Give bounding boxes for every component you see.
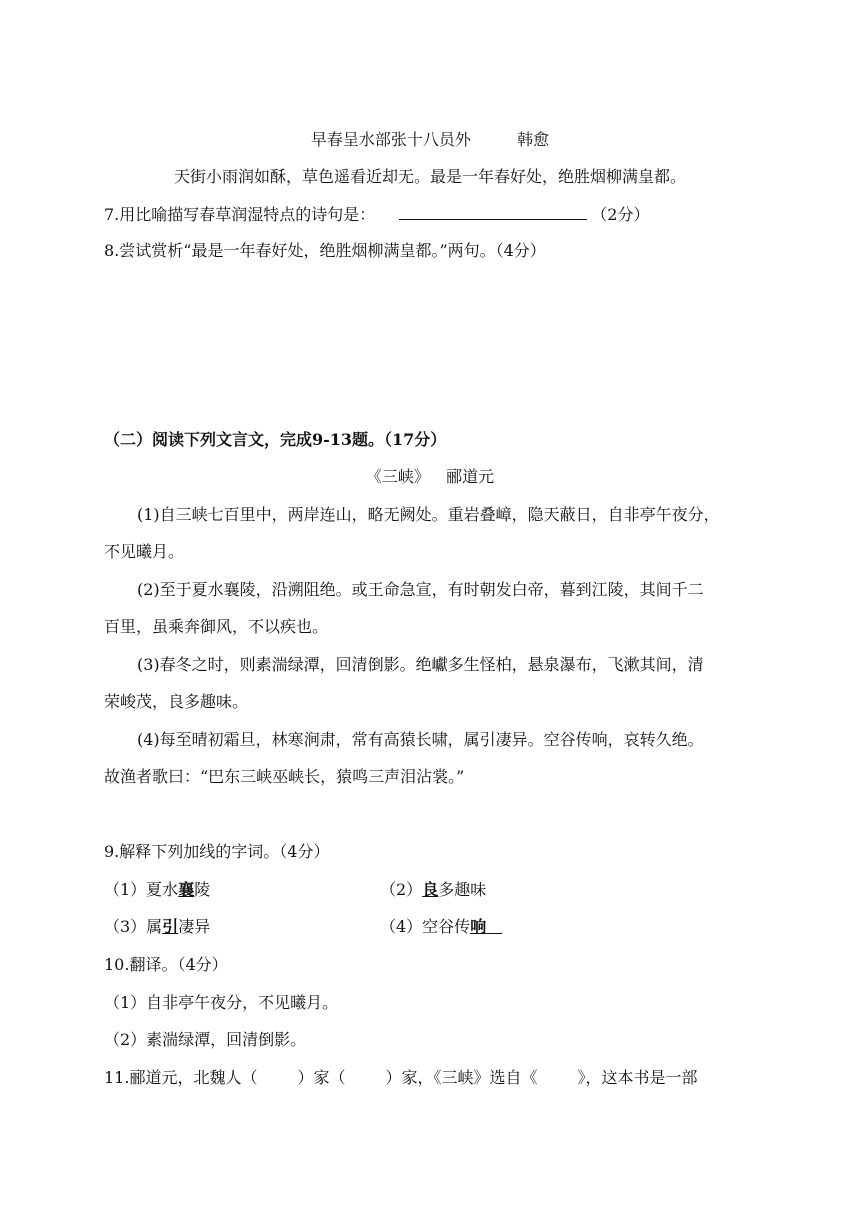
q9-item-3-pre: （3）属 bbox=[104, 917, 163, 936]
q9-item-1-pre: （1）夏水 bbox=[104, 880, 179, 899]
passage-heading bbox=[0, 467, 860, 487]
paragraph-4-line-1: (4)每至晴初霜旦，林寒涧肃，常有高猿长啸，属引凄异。空谷传响，哀转久绝。 bbox=[137, 730, 704, 749]
q9-item-4 bbox=[380, 917, 502, 937]
question-9: 9.解释下列加线的字词。（4分） bbox=[104, 842, 330, 861]
paragraph-3-line-2: 荣峻茂，良多趣味。 bbox=[104, 692, 249, 711]
q9-item-2-post: 多趣味 bbox=[438, 880, 487, 899]
q9-item-2-word: 良 bbox=[422, 880, 439, 899]
q9-item-2 bbox=[380, 880, 486, 900]
q9-item-3 bbox=[104, 917, 210, 937]
paragraph-3-line-1: (3)春冬之时，则素湍绿潭，回清倒影。绝巘多生怪柏，悬泉瀑布，飞漱其间，清 bbox=[137, 655, 704, 674]
answer-blank[interactable] bbox=[399, 204, 587, 220]
q9-item-4-word: 响 bbox=[470, 917, 487, 936]
q10-item-1: （1）自非亭午夜分，不见曦月。 bbox=[104, 993, 339, 1012]
question-8: 8.尝试赏析“最是一年春好处，绝胜烟柳满皇都。”两句。（4分） bbox=[104, 241, 546, 260]
paragraph-2-line-2: 百里，虽乘奔御风，不以疾也。 bbox=[104, 617, 329, 636]
q9-item-1-word: 襄 bbox=[178, 880, 195, 899]
paragraph-1-line-1: (1)自三峡七百里中，两岸连山，略无阙处。重岩叠嶂，隐天蔽日，自非亭午夜分， bbox=[137, 505, 720, 524]
question-7-text: 7.用比喻描写春草润湿特点的诗句是： bbox=[104, 205, 376, 224]
question-7-score: （2分） bbox=[591, 205, 650, 224]
q10-item-2: （2）素湍绿潭，回清倒影。 bbox=[104, 1030, 307, 1049]
question-7 bbox=[104, 204, 649, 225]
passage-title: 《三峡》 bbox=[365, 467, 430, 486]
poem-text: 天街小雨润如酥，草色遥看近却无。最是一年春好处，绝胜烟柳满皇都。 bbox=[173, 167, 686, 186]
q9-item-1 bbox=[104, 880, 210, 900]
q9-item-4-pre: （4）空谷传 bbox=[380, 917, 471, 936]
q11-part-3: ）家，《三峡》选自《 bbox=[385, 1068, 538, 1087]
paragraph-2-line-1: (2)至于夏水襄陵，沿溯阻绝。或王命急宣，有时朝发白帝，暮到江陵，其间千二 bbox=[137, 580, 704, 599]
question-10: 10.翻译。（4分） bbox=[104, 955, 228, 974]
section-heading: （二）阅读下列文言文，完成9-13题。（17分） bbox=[104, 430, 447, 449]
q11-part-4: 》，这本书是一部 bbox=[577, 1068, 698, 1087]
q9-item-1-post: 陵 bbox=[194, 880, 211, 899]
q9-item-3-post: 凄异 bbox=[178, 917, 211, 936]
paragraph-1-line-2: 不见曦月。 bbox=[104, 542, 185, 561]
poem-author: 韩愈 bbox=[517, 130, 550, 149]
poem-heading bbox=[0, 130, 860, 150]
q11-part-2: ）家（ bbox=[297, 1068, 346, 1087]
paragraph-4-line-2: 故渔者歌曰：“巴东三峡巫峡长，猿鸣三声泪沾裳。” bbox=[104, 767, 465, 786]
question-11 bbox=[104, 1068, 698, 1088]
q9-item-2-pre: （2） bbox=[380, 880, 423, 899]
poem-title: 早春呈水部张十八员外 bbox=[310, 130, 471, 149]
q9-item-3-word: 引 bbox=[162, 917, 179, 936]
passage-author: 郦道元 bbox=[446, 467, 495, 486]
q11-part-1: 11.郦道元，北魏人（ bbox=[104, 1068, 258, 1087]
